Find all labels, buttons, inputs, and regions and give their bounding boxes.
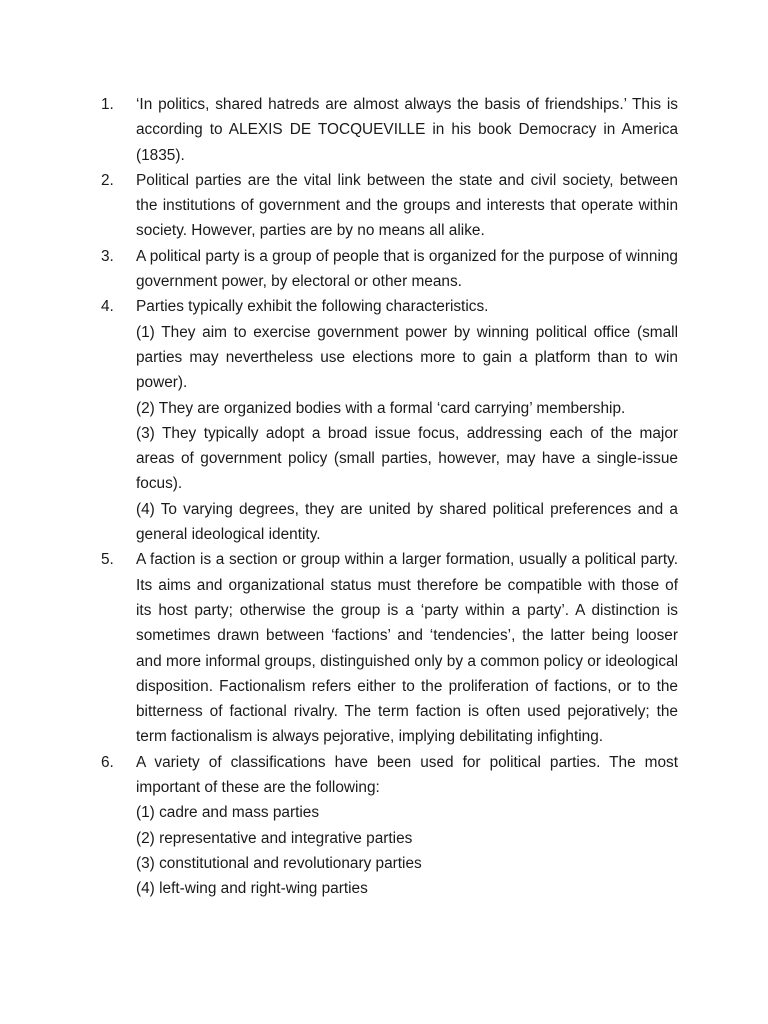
sub-item: (1) cadre and mass parties — [136, 804, 320, 822]
list-item — [101, 294, 678, 547]
sub-item: (4) To varying degrees, they are united by shared political preferences and a general ideological identity. — [136, 500, 678, 544]
item-number: 2. — [101, 171, 114, 189]
item-number: 5. — [101, 551, 114, 569]
item-text: A faction is a section or group within a larger formation, usually a political party. Its aims and organizational status must therefore be compatible with those of its host party; otherwise the group is a ‘party within a party’. A distinction is sometimes drawn between ‘factions’ and ‘tendencies’, the latter being looser and more informal groups, distinguished only by a common policy or ideological disposition. Factionalism refers either to the proliferation of factions, or to the bitterness of factional rivalry. The term faction is often used pejoratively; the term factionalism is always pejorative, implying debilitating infighting. — [136, 551, 678, 746]
item-number: 3. — [101, 247, 114, 265]
item-text: Political parties are the vital link between the state and civil society, between the institutions of government and the groups and interests that operate within society. However, parties are by no means all alike. — [136, 171, 678, 240]
item-number: 1. — [101, 96, 114, 113]
sub-item: (2) representative and integrative parties — [136, 829, 413, 847]
item-number: 4. — [101, 298, 114, 316]
item-number: 6. — [101, 753, 114, 771]
item-text: A political party is a group of people that is organized for the purpose of winning government power, by electoral or other means. — [136, 247, 678, 291]
list-item — [101, 168, 678, 244]
item-text: A variety of classifications have been used for political parties. The most important of these are the following: — [136, 753, 678, 797]
sub-item: (4) left-wing and right-wing parties — [136, 880, 368, 898]
numbered-notes-list — [101, 92, 678, 902]
sub-item: (3) constitutional and revolutionary parties — [136, 854, 422, 872]
sub-item: (1) They aim to exercise government power by winning political office (small parties may nevertheless use elections more to gain a platform than to win power). — [136, 323, 678, 392]
sub-item: (2) They are organized bodies with a formal ‘card carrying’ membership. — [136, 399, 626, 417]
sub-item: (3) They typically adopt a broad issue focus, addressing each of the major areas of government policy (small parties, however, may have a single-issue focus). — [136, 424, 678, 493]
list-item — [101, 244, 678, 295]
list-item — [101, 92, 678, 168]
item-text: ‘In politics, shared hatreds are almost always the basis of friendships.’ This is according to ALEXIS DE TOCQUEVILLE in his book Democracy in America (1835). — [136, 96, 678, 164]
item-text: Parties typically exhibit the following characteristics. — [136, 298, 489, 316]
list-item — [101, 750, 678, 902]
list-item — [101, 547, 678, 749]
